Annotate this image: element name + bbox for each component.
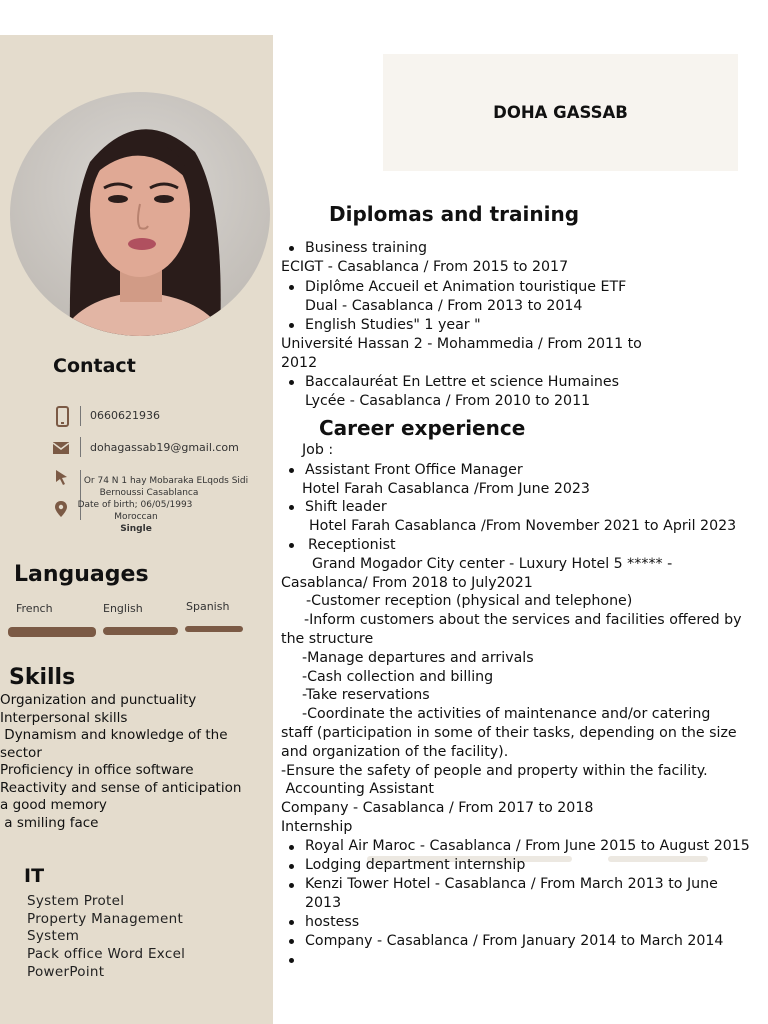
job-title: Accounting Assistant	[281, 781, 434, 797]
diploma-detail: Université Hassan 2 - Mohammedia / From 2011 to	[281, 336, 642, 352]
internship-line: Kenzi Tower Hotel - Casablanca / From March 2013 to June	[305, 876, 718, 892]
career-line: Internship	[281, 819, 353, 835]
job-task: -Coordinate the activities of maintenance and/or catering	[302, 706, 711, 722]
job-detail: Casablanca/ From 2018 to July2021	[281, 575, 533, 591]
it-item: System Protel	[27, 893, 125, 909]
bullet	[289, 883, 294, 888]
internship-line: Company - Casablanca / From January 2014 to March 2014	[305, 933, 724, 949]
language-level-bar	[8, 627, 96, 637]
bullet	[289, 323, 294, 328]
phone-icon	[54, 406, 72, 426]
bullet	[289, 845, 294, 850]
divider	[80, 437, 81, 457]
job-detail: Hotel Farah Casablanca /From November 2021 to April 2023	[309, 518, 737, 534]
job-task: staff (participation in some of their tasks, depending on the size	[281, 725, 737, 741]
bullet	[289, 468, 294, 473]
job-title: Assistant Front Office Manager	[305, 462, 523, 478]
job-detail: Grand Mogador City center - Luxury Hotel 5 ***** -	[312, 556, 673, 572]
address-line: Bernoussi Casablanca	[99, 488, 199, 498]
job-task: -Inform customers about the services and facilities offered by	[304, 612, 742, 628]
job-task: -Take reservations	[302, 687, 430, 703]
bullet	[289, 864, 294, 869]
job-detail: Hotel Farah Casablanca /From June 2023	[302, 481, 590, 497]
email-address[interactable]: dohagassab19@gmail.com	[90, 441, 239, 454]
job-title: Receptionist	[308, 537, 396, 553]
job-detail: Company - Casablanca / From 2017 to 2018	[281, 800, 594, 816]
diploma-title: Business training	[305, 240, 428, 256]
bullet	[289, 505, 294, 510]
skill-item: Proficiency in office software	[0, 762, 194, 778]
diploma-detail: Lycée - Casablanca / From 2010 to 2011	[305, 393, 591, 409]
internship-line: hostess	[305, 914, 360, 930]
it-item: Property Management System	[27, 910, 184, 945]
contact-title: Contact	[53, 355, 136, 377]
location-pin-icon	[54, 500, 72, 520]
skill-item: a good memory	[0, 797, 107, 813]
profile-photo	[10, 92, 270, 336]
internship-line: Royal Air Maroc - Casablanca / From June 2015 to August 2015	[305, 838, 750, 854]
it-title: IT	[24, 865, 45, 887]
skill-item: Reactivity and sense of anticipation	[0, 779, 242, 796]
bullet	[289, 543, 294, 548]
skills-title: Skills	[9, 665, 76, 690]
career-line: Job :	[302, 442, 334, 458]
marital-status: Single	[120, 524, 152, 534]
skill-item: Organization and punctuality	[0, 692, 197, 708]
bullet	[289, 285, 294, 290]
it-list	[27, 893, 267, 982]
mail-icon	[52, 440, 70, 460]
diploma-title: Baccalauréat En Lettre et science Humaines	[305, 374, 620, 390]
job-task: -Ensure the safety of people and property within the facility.	[281, 763, 708, 779]
language-level-bar	[185, 626, 243, 632]
job-task: -Customer reception (physical and telephone)	[306, 593, 633, 609]
diploma-title: Diplôme Accueil et Animation touristique ETF	[305, 279, 627, 295]
job-task: -Manage departures and arrivals	[302, 650, 534, 666]
skill-item: Interpersonal skills	[0, 709, 128, 726]
cursor-icon	[55, 469, 73, 489]
language-label: English	[103, 602, 143, 615]
job-task: and organization of the facility).	[281, 744, 509, 760]
diploma-title: English Studies" 1 year "	[305, 317, 481, 333]
internship-line: 2013	[305, 895, 342, 911]
language-level-bar	[103, 627, 178, 635]
diplomas-title: Diplomas and training	[329, 202, 580, 226]
language-label: Spanish	[186, 600, 230, 613]
job-task: -Cash collection and billing	[302, 669, 494, 685]
bullet	[289, 246, 294, 251]
candidate-name: DOHA GASSAB	[493, 103, 628, 122]
divider	[80, 406, 81, 426]
internship-line: Lodging department internship	[305, 857, 526, 873]
language-label: French	[16, 602, 53, 615]
decor-strip	[608, 856, 708, 862]
diploma-detail: 2012	[281, 355, 318, 371]
job-title: Shift leader	[305, 499, 387, 515]
skill-item: Dynamism and knowledge of the sector	[0, 727, 232, 761]
phone-number[interactable]: 0660621936	[90, 409, 160, 422]
date-of-birth: Date of birth; 06/05/1993	[77, 500, 193, 510]
nationality: Moroccan	[114, 512, 158, 522]
languages-title: Languages	[14, 562, 149, 587]
bullet	[289, 380, 294, 385]
diploma-detail: ECIGT - Casablanca / From 2015 to 2017	[281, 259, 569, 275]
skills-list	[0, 692, 270, 832]
name-header	[383, 54, 738, 171]
career-title: Career experience	[319, 416, 526, 440]
address-line: Or 74 N 1 hay Mobaraka ELqods Sidi	[83, 476, 249, 486]
it-item: Pack office Word Excel PowerPoint	[27, 946, 186, 980]
bullet	[289, 920, 294, 925]
diploma-detail: Dual - Casablanca / From 2013 to 2014	[305, 298, 583, 314]
job-task: the structure	[281, 631, 374, 647]
skill-item: a smiling face	[0, 814, 99, 831]
bullet	[289, 958, 294, 963]
bullet	[289, 939, 294, 944]
